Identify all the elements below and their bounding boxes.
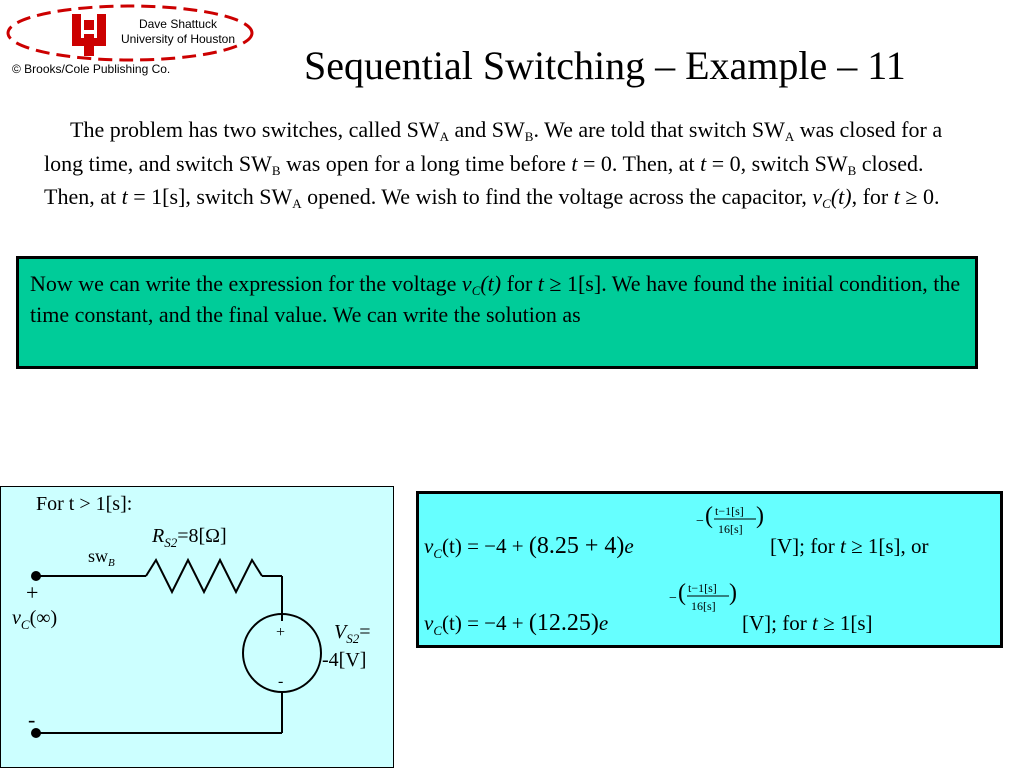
logo-caption <box>108 17 248 47</box>
subscript: A <box>784 129 795 144</box>
problem-text: . We are told that switch SW <box>533 117 785 142</box>
variable-t: t <box>121 184 128 209</box>
source-plus: + <box>276 624 286 641</box>
source-minus: - <box>278 673 284 690</box>
source-value: -4[V] <box>322 649 367 671</box>
note-text: Now we can write the expression for the voltage <box>30 271 462 296</box>
circuit-heading: For t > 1[s]: <box>36 493 133 515</box>
subscript: A <box>292 196 302 211</box>
variable-t: t <box>700 150 707 176</box>
exponent-denominator: 16[s] <box>718 522 743 536</box>
problem-text: closed. Then, at <box>44 150 924 209</box>
institution-name: University of Houston <box>120 32 236 46</box>
variable-t: t <box>537 271 544 296</box>
author-name: Dave Shattuck <box>138 17 218 31</box>
variable-v: v <box>812 184 823 209</box>
problem-text: = 0, switch SW <box>706 150 848 176</box>
equation-line-2 <box>424 580 873 638</box>
exponent-minus: − <box>669 591 677 606</box>
plus-sign: + <box>26 580 39 605</box>
svg-text:vC(t) = −4 + (12.25)e: $v_C(t) = -4 + (12.25)e$ <box>424 610 609 638</box>
problem-text: was open for a long time before <box>280 150 572 176</box>
note-box <box>16 256 978 369</box>
variable-t: t <box>893 184 900 209</box>
subscript: B <box>847 162 857 178</box>
subscript: C <box>471 283 481 298</box>
equation-line-1 <box>424 503 929 561</box>
exponent-paren-right: ) <box>756 503 764 529</box>
exponent-numerator: t−1[s] <box>715 504 744 518</box>
resistor-label: $R_{S2}=8[\Omega]$ <box>152 525 227 550</box>
variable-arg: (t) <box>480 271 502 296</box>
problem-text: opened. We wish to find the voltage across the capacitor, <box>301 184 813 209</box>
variable-t: t <box>571 150 578 176</box>
source-label: $V_{S2}=$ <box>334 621 371 646</box>
problem-text: , for <box>851 184 894 209</box>
note-text: for <box>501 271 538 296</box>
problem-text: was closed for a long time, and switch SW <box>44 117 943 176</box>
equation-display <box>416 491 1003 648</box>
note-text: ≥ 1[s]. We have found the initial condition, the time constant, and the final value. We can write the solution as <box>30 271 961 327</box>
resistor-rs2 <box>146 560 262 592</box>
svg-text:[V]; for t ≥ 1[s], or: [V]; for t ≥ 1[s], or <box>770 534 929 558</box>
subscript: B <box>271 162 281 178</box>
circuit-diagram <box>0 486 394 768</box>
subscript: C <box>822 196 831 211</box>
switch-label: $sw_B$ <box>88 546 115 569</box>
vc-label: $v_C(\infty)$ <box>12 607 58 632</box>
subscript: B <box>524 129 534 144</box>
subscript: A <box>439 129 450 144</box>
uh-logo-icon <box>70 10 108 56</box>
minus-sign: - <box>28 707 36 732</box>
problem-text: = 1[s], switch SW <box>127 184 293 209</box>
exponent-paren-left: ( <box>678 580 686 606</box>
exponent-paren-left: ( <box>705 503 713 529</box>
problem-statement <box>44 113 964 214</box>
problem-text: and SW <box>449 117 525 142</box>
exponent-paren-right: ) <box>729 580 737 606</box>
exponent-denominator: 16[s] <box>691 599 716 613</box>
problem-text: The problem has two switches, called SW <box>70 117 440 142</box>
svg-text:[V]; for t ≥ 1[s]: [V]; for t ≥ 1[s] <box>742 611 873 635</box>
variable-v: v <box>461 271 472 296</box>
svg-text:vC(t) = −4 + (8.25 + 4)e: $v_C(t) = -4 + (8.25 + 4)e$ <box>424 533 634 561</box>
exponent-minus: − <box>696 514 704 529</box>
slide-title: Sequential Switching – Example – 11 <box>304 43 906 88</box>
variable-arg: (t) <box>830 184 852 209</box>
problem-text: = 0. Then, at <box>577 150 701 176</box>
copyright-text: © Brooks/Cole Publishing Co. <box>12 62 171 76</box>
exponent-numerator: t−1[s] <box>688 581 717 595</box>
problem-paragraph <box>44 113 964 214</box>
problem-text: ≥ 0. <box>899 184 940 209</box>
